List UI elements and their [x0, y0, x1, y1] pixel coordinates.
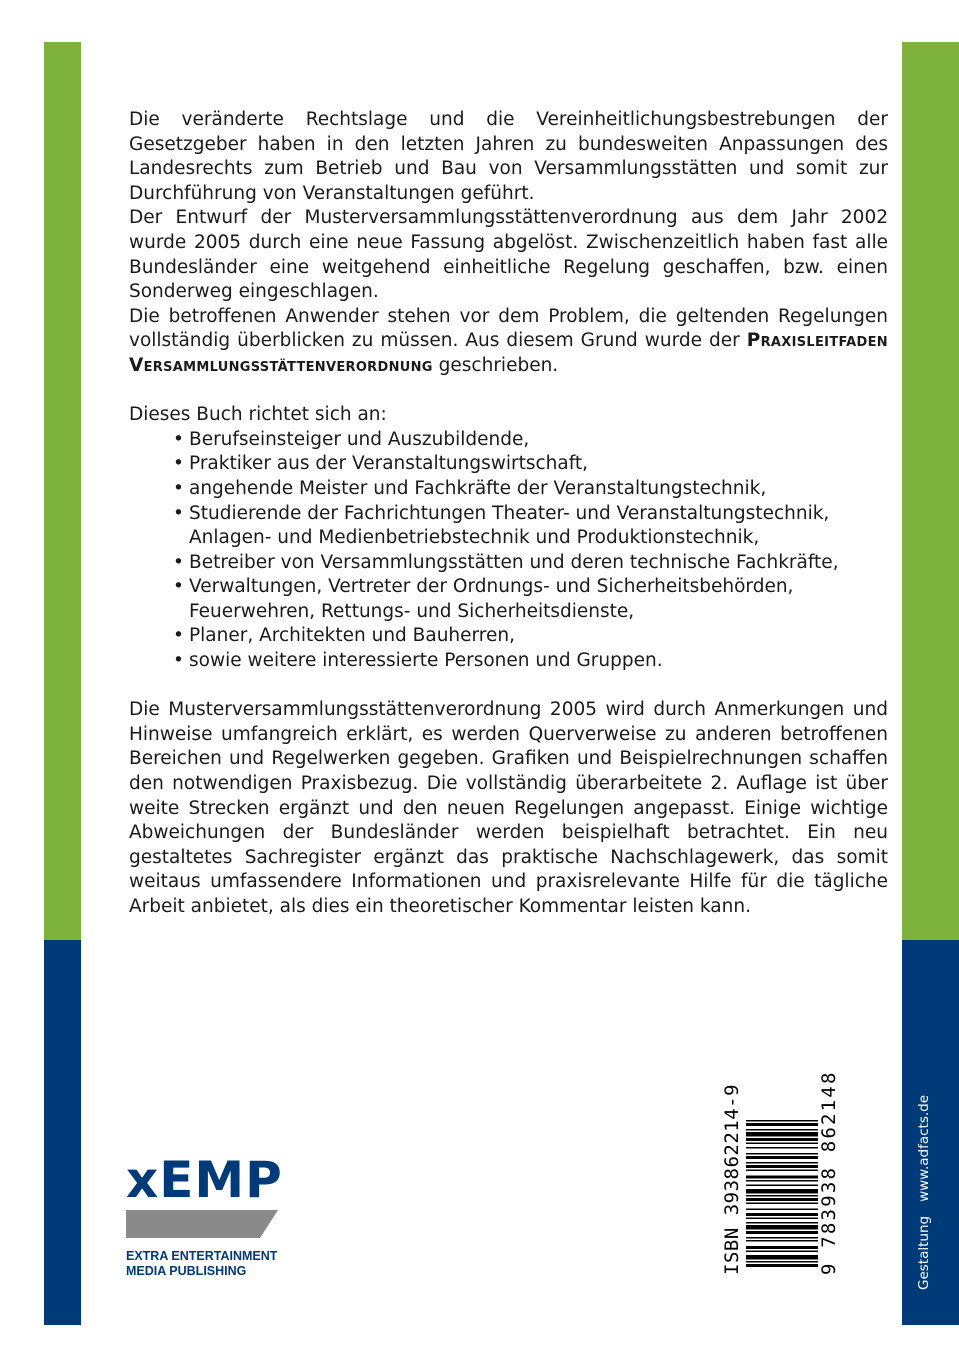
barcode-bar	[746, 1129, 818, 1131]
barcode-bar	[746, 1213, 818, 1216]
list-item: • Planer, Architekten und Bauherren,	[173, 624, 888, 649]
barcode-bar	[746, 1195, 818, 1197]
summary-paragraph: Die Musterversammlungsstättenverordnung 2005 wird durch Anmerkungen und Hinweise umfangreich erklärt, es werden Querverweise zu anderen betroffenen Bereichen und Regelwerken gegeben. Grafiken und Beispielrechnungen schaffen den notwendigen Praxisbezug. Die vollständig überarbeitete 2. Auflage ist über weite Strecken ergänzt und den neuen Regelungen angepasst. Einige wichtige Abweichungen der Bundesländer werden beispielhaft betrachtet. Ein neu gestaltetes Sachregister ergänzt das praktische Nachschlagewerk, das somit weitaus umfassendere Informationen und praxisrelevante Hilfe für die tägliche Arbeit anbietet, als dies ein theoretischer Kommentar leisten kann.	[129, 699, 888, 917]
barcode-bar	[746, 1218, 818, 1220]
barcode-bar	[746, 1156, 818, 1159]
audience-heading: Dieses Buch richtet sich an:	[129, 404, 387, 426]
credit-url: www.adfacts.de	[916, 1094, 932, 1202]
barcode-bar	[746, 1237, 818, 1239]
logo-wordmark: xEMP	[126, 1151, 283, 1209]
barcode-bar	[746, 1209, 818, 1211]
barcode-bar	[746, 1225, 818, 1230]
barcode-bar	[746, 1176, 818, 1179]
barcode-bar	[746, 1255, 818, 1260]
intro-paragraph-1: Die veränderte Rechtslage und die Vereinheitlichungsbestrebungen der Gesetzgeber haben in den letzten Jahren zu bundesweiten Anpassungen des Landesrechts zum Betrieb und Bau von Versammlungsstätten und somit zur Durchführung von Veranstaltungen geführt.	[129, 109, 888, 204]
credit-label: Gestaltung	[916, 1215, 932, 1290]
logo-tagline-2: MEDIA PUBLISHING	[126, 1264, 247, 1278]
barcode-bar	[746, 1264, 818, 1267]
barcode-bar	[746, 1251, 818, 1253]
barcode-bar	[746, 1165, 818, 1168]
barcode-bar	[746, 1203, 818, 1205]
barcode-bar	[746, 1138, 818, 1141]
barcode-bar	[746, 1222, 818, 1224]
back-cover-text	[129, 108, 888, 920]
list-item: • Berufseinsteiger und Auszubildende,	[173, 428, 888, 453]
design-credit	[912, 1060, 936, 1290]
left-blue-band	[44, 940, 81, 1325]
barcode-bar	[746, 1180, 818, 1182]
barcode-bar	[746, 1162, 818, 1164]
barcode-bar	[746, 1170, 818, 1172]
barcode-bar	[746, 1153, 818, 1155]
barcode-bar	[746, 1132, 818, 1137]
intro-paragraph-2: Der Entwurf der Musterversammlungsstättenverordnung aus dem Jahr 2002 wurde 2005 durch eine neue Fassung abgelöst. Zwischenzeitlich haben fast alle Bundesländer eine weitgehend einheitliche Regelung geschaffen, bzw. einen Sonderweg eingeschlagen.	[129, 207, 888, 303]
logo-tagline-1: EXTRA ENTERTAINMENT	[126, 1249, 278, 1263]
barcode-bar	[746, 1240, 818, 1242]
barcode-digits: 9 783938 862148	[818, 1070, 840, 1275]
list-item: • Studierende der Fachrichtungen Theater- und Veranstaltungstechnik, Anlagen- und Medienbetriebstechnik und Produktionstechnik,	[173, 502, 888, 551]
list-item: • Praktiker aus der Veranstaltungswirtschaft,	[173, 452, 888, 477]
barcode-bar	[746, 1147, 818, 1149]
isbn-label: ISBN 393862214-9	[721, 1083, 743, 1275]
list-item: • Verwaltungen, Vertreter der Ordnungs- und Sicherheitsbehörden, Feuerwehren, Rettungs- und Sicherheitsdienste,	[173, 575, 888, 624]
barcode-bar	[746, 1231, 818, 1234]
publisher-logo	[126, 1151, 286, 1285]
book-title: Praxisleitfaden Versammlungsstättenverordnung	[129, 330, 888, 376]
barcode-bar	[746, 1261, 818, 1263]
barcode-bars	[746, 1072, 818, 1267]
barcode-bar	[746, 1123, 818, 1126]
audience-list	[129, 428, 888, 674]
left-green-band	[44, 42, 81, 940]
barcode-bar	[746, 1246, 818, 1249]
barcode-bar	[746, 1143, 818, 1145]
logo-stripe-icon	[126, 1208, 286, 1248]
list-item: • sowie weitere interessierte Personen und Gruppen.	[173, 649, 888, 674]
barcode-bar	[746, 1120, 818, 1122]
list-item: • Betreiber von Versammlungsstätten und deren technische Fachkräfte,	[173, 551, 888, 576]
list-item: • angehende Meister und Fachkräfte der Veranstaltungstechnik,	[173, 477, 888, 502]
intro-paragraph-3: Die betroffenen Anwender stehen vor dem Problem, die geltenden Regelungen vollständig überblicken zu müssen. Aus diesem Grund wurde der Praxisleitfaden Versammlungsstättenverordnung geschrieben.	[129, 305, 888, 376]
barcode-bar	[746, 1198, 818, 1201]
barcode-bar	[746, 1189, 818, 1194]
barcode-bar	[746, 1185, 818, 1187]
right-green-band	[902, 42, 959, 940]
isbn-barcode	[718, 1070, 843, 1275]
